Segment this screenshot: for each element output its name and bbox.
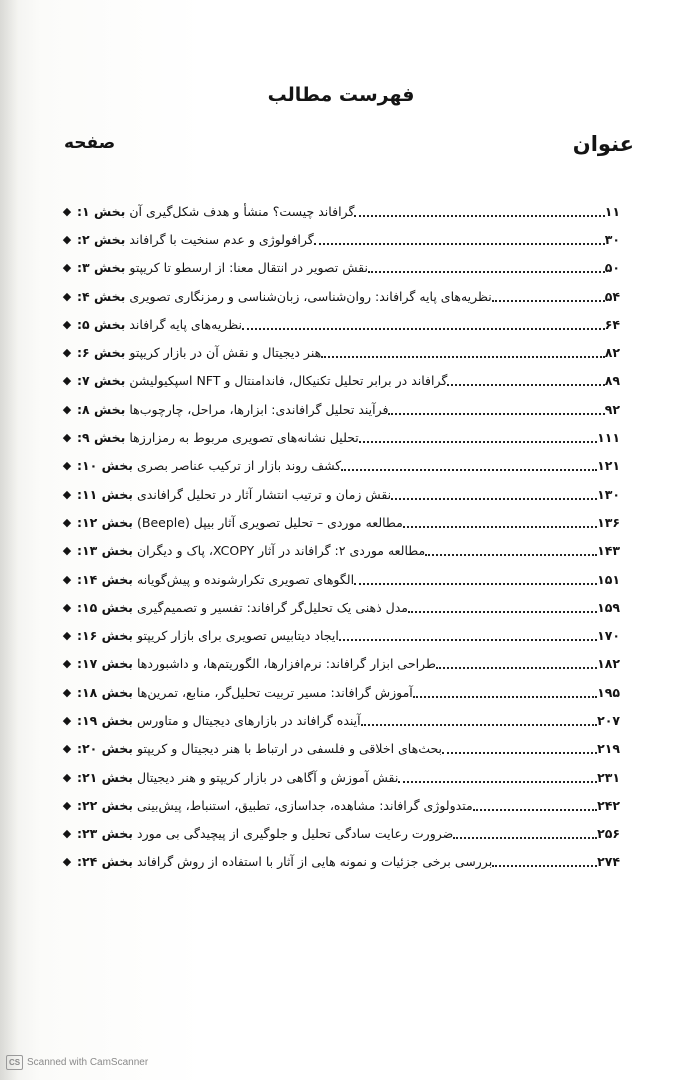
diamond-bullet-icon: ◆: [62, 204, 72, 218]
toc-entry-number: بخش ۶:: [77, 345, 126, 361]
diamond-bullet-icon: ◆: [62, 459, 72, 473]
toc-entry-title: طراحی ابزار گرافاند: نرم‌افزارها، الگوریتم‌ها، و داشبوردها: [137, 656, 436, 672]
dot-leader: [447, 384, 604, 386]
toc-entry-page: ۶۴: [604, 316, 620, 332]
toc-entry-title: نقش زمان و ترتیب انتشار آثار در تحلیل گرافاندی: [137, 486, 392, 502]
toc-entry: [60, 565, 626, 593]
toc-entry-title: آموزش گرافاند: مسیر تربیت تحلیل‌گر، منابع، تمرین‌ها: [137, 684, 413, 700]
diamond-bullet-icon: ◆: [62, 827, 72, 841]
diamond-bullet-icon: ◆: [62, 629, 72, 643]
diamond-bullet-icon: ◆: [62, 346, 72, 360]
toc-entry: [60, 678, 626, 706]
toc-entry: [60, 423, 626, 451]
toc-entry-title: تحلیل نشانه‌های تصویری مربوط به رمزارزها: [129, 430, 359, 446]
toc-entry-number: بخش ۱۹:: [77, 712, 133, 728]
dot-leader: [354, 583, 597, 585]
toc-entry: [60, 791, 626, 819]
diamond-bullet-icon: ◆: [62, 402, 72, 416]
toc-entry-page: ۱۷۰: [597, 628, 620, 644]
toc-entry-page: ۵۰: [604, 260, 620, 276]
diamond-bullet-icon: ◆: [62, 855, 72, 869]
toc-entry-number: بخش ۵:: [77, 316, 126, 332]
diamond-bullet-icon: ◆: [62, 572, 72, 586]
toc-entry-page: ۱۵۹: [597, 599, 620, 615]
toc-entry: [60, 650, 626, 678]
toc-list: [60, 197, 626, 876]
toc-entry-page: ۵۴: [604, 288, 620, 304]
diamond-bullet-icon: ◆: [62, 289, 72, 303]
toc-entry-number: بخش ۲۰:: [77, 741, 133, 757]
dot-leader: [314, 243, 605, 245]
toc-entry-number: بخش ۳:: [77, 260, 126, 276]
toc-entry-number: بخش ۱۶:: [77, 628, 133, 644]
dot-leader: [398, 781, 597, 783]
dot-leader: [453, 837, 597, 839]
toc-entry-title: نظریه‌های پایه گرافاند: روان‌شناسی، زبان‌شناسی و رمزنگاری تصویری: [129, 288, 492, 304]
column-header-page: صفحه: [64, 133, 116, 153]
toc-entry-number: بخش ۱:: [77, 203, 126, 219]
dot-leader: [341, 469, 597, 471]
toc-entry-title: مدل ذهنی یک تحلیل‌گر گرافاند: تفسیر و تصمیم‌گیری: [137, 599, 408, 615]
toc-entry: [60, 763, 626, 791]
column-header-title: عنوان: [572, 132, 634, 156]
toc-entry-number: بخش ۱۷:: [77, 656, 133, 672]
diamond-bullet-icon: ◆: [62, 685, 72, 699]
toc-entry-page: ۲۰۷: [597, 712, 620, 728]
toc-entry: [60, 367, 626, 395]
diamond-bullet-icon: ◆: [62, 261, 72, 275]
toc-entry-page: ۱۱۱: [597, 430, 620, 446]
binding-gutter-shadow: [0, 0, 18, 1080]
toc-entry: [60, 621, 626, 649]
toc-entry: [60, 480, 626, 508]
toc-entry-number: بخش ۱۴:: [77, 571, 133, 587]
toc-entry-page: ۱۳۰: [597, 486, 620, 502]
toc-entry: [60, 310, 626, 338]
toc-entry-number: بخش ۲۱:: [77, 769, 133, 785]
dot-leader: [492, 300, 605, 302]
toc-entry-number: بخش ۸:: [77, 401, 126, 417]
toc-entry-page: ۱۲۱: [597, 458, 620, 474]
dot-leader: [361, 724, 597, 726]
dot-leader: [403, 526, 597, 528]
toc-entry-page: ۱۹۵: [597, 684, 620, 700]
toc-entry-page: ۱۵۱: [597, 571, 620, 587]
dot-leader: [413, 696, 597, 698]
toc-entry-number: بخش ۱۵:: [77, 599, 133, 615]
scanner-footer-text: Scanned with CamScanner: [27, 1057, 149, 1068]
diamond-bullet-icon: ◆: [62, 544, 72, 558]
toc-entry-title: گرافولوژی و عدم سنخیت با گرافاند: [129, 231, 314, 247]
toc-entry-number: بخش ۲۲:: [77, 797, 133, 813]
toc-entry: [60, 537, 626, 565]
toc-entry-number: بخش ۱۸:: [77, 684, 133, 700]
dot-leader: [391, 498, 597, 500]
dot-leader: [442, 752, 597, 754]
dot-leader: [473, 809, 597, 811]
scanner-footer: [6, 1055, 148, 1070]
toc-entry-page: ۲۴۲: [597, 797, 620, 813]
toc-entry-title: متدولوژی گرافاند: مشاهده، جداسازی، تطبیق، استنباط، پیش‌بینی: [137, 797, 473, 813]
toc-entry-title: ایجاد دیتابیس تصویری برای بازار کریپتو: [137, 628, 339, 644]
toc-entry-page: ۲۳۱: [597, 769, 620, 785]
diamond-bullet-icon: ◆: [62, 770, 72, 784]
toc-entry-number: بخش ۱۲:: [77, 514, 133, 530]
diamond-bullet-icon: ◆: [62, 713, 72, 727]
toc-entry-page: ۹۲: [604, 401, 620, 417]
toc-entry-number: بخش ۲:: [77, 231, 126, 247]
diamond-bullet-icon: ◆: [62, 487, 72, 501]
toc-entry-page: ۳۰: [604, 231, 620, 247]
toc-entry-title: نقش آموزش و آگاهی در بازار کریپتو و هنر دیجیتال: [137, 769, 399, 785]
dot-leader: [425, 554, 597, 556]
toc-entry-page: ۱۴۳: [597, 543, 620, 559]
toc-entry: [60, 282, 626, 310]
camscanner-logo-icon: CS: [6, 1055, 23, 1070]
toc-entry-number: بخش ۷:: [77, 373, 126, 389]
diamond-bullet-icon: ◆: [62, 657, 72, 671]
dot-leader: [354, 215, 604, 217]
toc-entry-title: آینده گرافاند در بازارهای دیجیتال و متاورس: [137, 712, 361, 728]
toc-entry-number: بخش ۱۱:: [77, 486, 133, 502]
dot-leader: [339, 639, 597, 641]
toc-entry-title: گرافاند در برابر تحلیل تکنیکال، فاندامنتال و NFT اسپکیولیشن: [129, 373, 448, 389]
diamond-bullet-icon: ◆: [62, 742, 72, 756]
toc-entry-page: ۸۲: [604, 345, 620, 361]
toc-entry-title: کشف روند بازار از ترکیب عناصر بصری: [137, 458, 342, 474]
toc-entry-title: بحث‌های اخلاقی و فلسفی در ارتباط با هنر دیجیتال و کریپتو: [137, 741, 443, 757]
toc-entry-page: ۲۷۴: [597, 854, 620, 870]
diamond-bullet-icon: ◆: [62, 515, 72, 529]
toc-entry-title: فرآیند تحلیل گرافاندی: ابزارها، مراحل، چارچوب‌ها: [129, 401, 389, 417]
diamond-bullet-icon: ◆: [62, 374, 72, 388]
toc-entry: [60, 848, 626, 876]
dot-leader: [368, 271, 605, 273]
toc-entry-page: ۲۵۶: [597, 826, 620, 842]
toc-entry-title: بررسی برخی جزئیات و نمونه هایی از آثار با استفاده از روش گرافاند: [137, 854, 493, 870]
toc-entry: [60, 706, 626, 734]
diamond-bullet-icon: ◆: [62, 600, 72, 614]
toc-entry-page: ۱۳۶: [597, 514, 620, 530]
toc-entry: [60, 593, 626, 621]
diamond-bullet-icon: ◆: [62, 431, 72, 445]
dot-leader: [436, 667, 597, 669]
toc-entry-title: نظریه‌های پایه گرافاند: [129, 316, 242, 332]
toc-entry: [60, 452, 626, 480]
toc-entry-title: مطالعه موردی – تحلیل تصویری آثار بیپل (Beeple): [137, 514, 403, 530]
toc-entry-title: الگوهای تصویری تکرارشونده و پیش‌گویانه: [137, 571, 355, 587]
toc-entry-number: بخش ۹:: [77, 430, 126, 446]
toc-entry-number: بخش ۱۰:: [77, 458, 133, 474]
diamond-bullet-icon: ◆: [62, 317, 72, 331]
dot-leader: [242, 328, 605, 330]
toc-entry-title: نقش تصویر در انتقال معنا: از ارسطو تا کریپتو: [129, 260, 368, 276]
toc-entry: [60, 254, 626, 282]
diamond-bullet-icon: ◆: [62, 798, 72, 812]
toc-entry-number: بخش ۲۴:: [77, 854, 133, 870]
toc-entry-page: ۸۹: [604, 373, 620, 389]
dot-leader: [321, 356, 605, 358]
dot-leader: [492, 865, 597, 867]
toc-entry: [60, 225, 626, 253]
toc-entry-number: بخش ۲۳:: [77, 826, 133, 842]
toc-entry-title: هنر دیجیتال و نقش آن در بازار کریپتو: [129, 345, 322, 361]
toc-entry-title: ضرورت رعایت سادگی تحلیل و جلوگیری از پیچیدگی بی مورد: [137, 826, 454, 842]
toc-entry: [60, 395, 626, 423]
toc-entry: [60, 508, 626, 536]
diamond-bullet-icon: ◆: [62, 232, 72, 246]
dot-leader: [359, 441, 597, 443]
toc-entry-page: ۲۱۹: [597, 741, 620, 757]
toc-entry-title: گرافاند چیست؟ منشأ و هدف شکل‌گیری آن: [129, 203, 355, 219]
toc-entry: [60, 735, 626, 763]
toc-entry-title: مطالعه موردی ۲: گرافاند در آثار XCOPY، پاک و دیگران: [137, 543, 426, 559]
toc-entry-page: ۱۱: [604, 203, 620, 219]
toc-entry-number: بخش ۴:: [77, 288, 126, 304]
toc-entry-number: بخش ۱۳:: [77, 543, 133, 559]
toc-entry: [60, 197, 626, 225]
toc-entry-page: ۱۸۲: [597, 656, 620, 672]
page-title: فهرست مطالب: [267, 84, 415, 106]
dot-leader: [408, 611, 597, 613]
toc-entry: [60, 820, 626, 848]
toc-entry: [60, 338, 626, 366]
dot-leader: [388, 413, 604, 415]
